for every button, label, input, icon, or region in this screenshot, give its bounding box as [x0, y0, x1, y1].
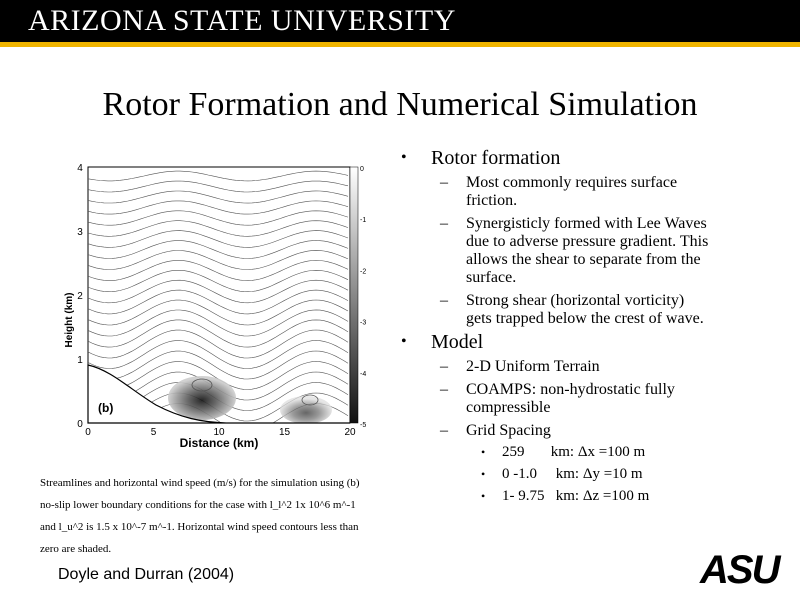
- colorbar-tick-labels: [360, 166, 366, 429]
- panel-label: (b): [98, 401, 114, 415]
- x-tick-label: 5: [150, 427, 157, 438]
- x-tick-label: 0: [85, 427, 91, 438]
- simulation-figure: [36, 160, 376, 460]
- bullet-rotor-formation: • Rotor formation: [401, 147, 561, 169]
- university-name: ARIZONA STATE UNIVERSITY: [28, 4, 456, 37]
- caption-line: no-slip lower boundary conditions for the case with l_l^2 1x 10^6 m^-1: [40, 499, 356, 511]
- sub-bullet: – Strong shear (horizontal vorticity) gets trapped below the crest of wave.: [440, 292, 704, 327]
- y-tick-label: 4: [77, 163, 83, 174]
- grid-spacing-item: • 259 km: Δx =100 m: [481, 444, 646, 460]
- y-tick-label: 1: [77, 355, 83, 366]
- sub-bullet: – COAMPS: non-hydrostatic fully compressible: [440, 381, 675, 416]
- y-tick-label: 0: [77, 419, 83, 430]
- slide-title: Rotor Formation and Numerical Simulation: [102, 86, 698, 123]
- x-axis-label: Distance (km): [179, 436, 259, 450]
- x-tick-label: 10: [213, 427, 225, 438]
- streamline-plot: [36, 160, 376, 460]
- colorbar-tick-label: -5: [360, 422, 367, 429]
- bullet-list: [398, 144, 793, 506]
- citation: Doyle and Durran (2004): [58, 566, 235, 583]
- caption-line: zero are shaded.: [40, 543, 112, 555]
- y-tick-label: 3: [77, 227, 83, 238]
- grid-spacing-item: • 1- 9.75 km: Δz =100 m: [481, 488, 650, 504]
- sub-bullet: – 2-D Uniform Terrain: [440, 358, 600, 375]
- caption-line: and l_u^2 is 1.5 x 10^-7 m^-1. Horizontal wind speed contours less than: [40, 521, 359, 533]
- header-bar: [0, 0, 800, 42]
- figure-caption: [40, 472, 440, 560]
- header-gold-stripe: [0, 42, 800, 47]
- bullet-model: • Model: [401, 331, 484, 353]
- colorbar-tick-label: -3: [360, 319, 367, 327]
- sub-bullet: – Synergisticly formed with Lee Waves due to adverse pressure gradient. This allows the shear to separate from the surface.: [440, 215, 709, 286]
- colorbar: [350, 167, 358, 423]
- caption-line: Streamlines and horizontal wind speed (m/s) for the simulation using (b): [40, 477, 360, 489]
- x-tick-label: 15: [278, 427, 291, 438]
- sub-bullet: – Most commonly requires surface friction.: [440, 174, 678, 209]
- sub-bullet: – Grid Spacing: [440, 422, 551, 439]
- colorbar-tick-label: -1: [360, 217, 367, 225]
- colorbar-tick-label: 0: [360, 166, 364, 173]
- grid-spacing-item: • 0 -1.0 km: Δy =10 m: [481, 466, 643, 482]
- asu-logo: ASU: [700, 548, 779, 592]
- y-tick-labels: [77, 163, 83, 430]
- y-tick-label: 2: [77, 291, 83, 302]
- colorbar-tick-label: -4: [360, 370, 367, 378]
- x-tick-label: 20: [344, 427, 356, 438]
- y-axis-label: Height (km): [64, 292, 75, 348]
- colorbar-tick-label: -2: [360, 268, 367, 276]
